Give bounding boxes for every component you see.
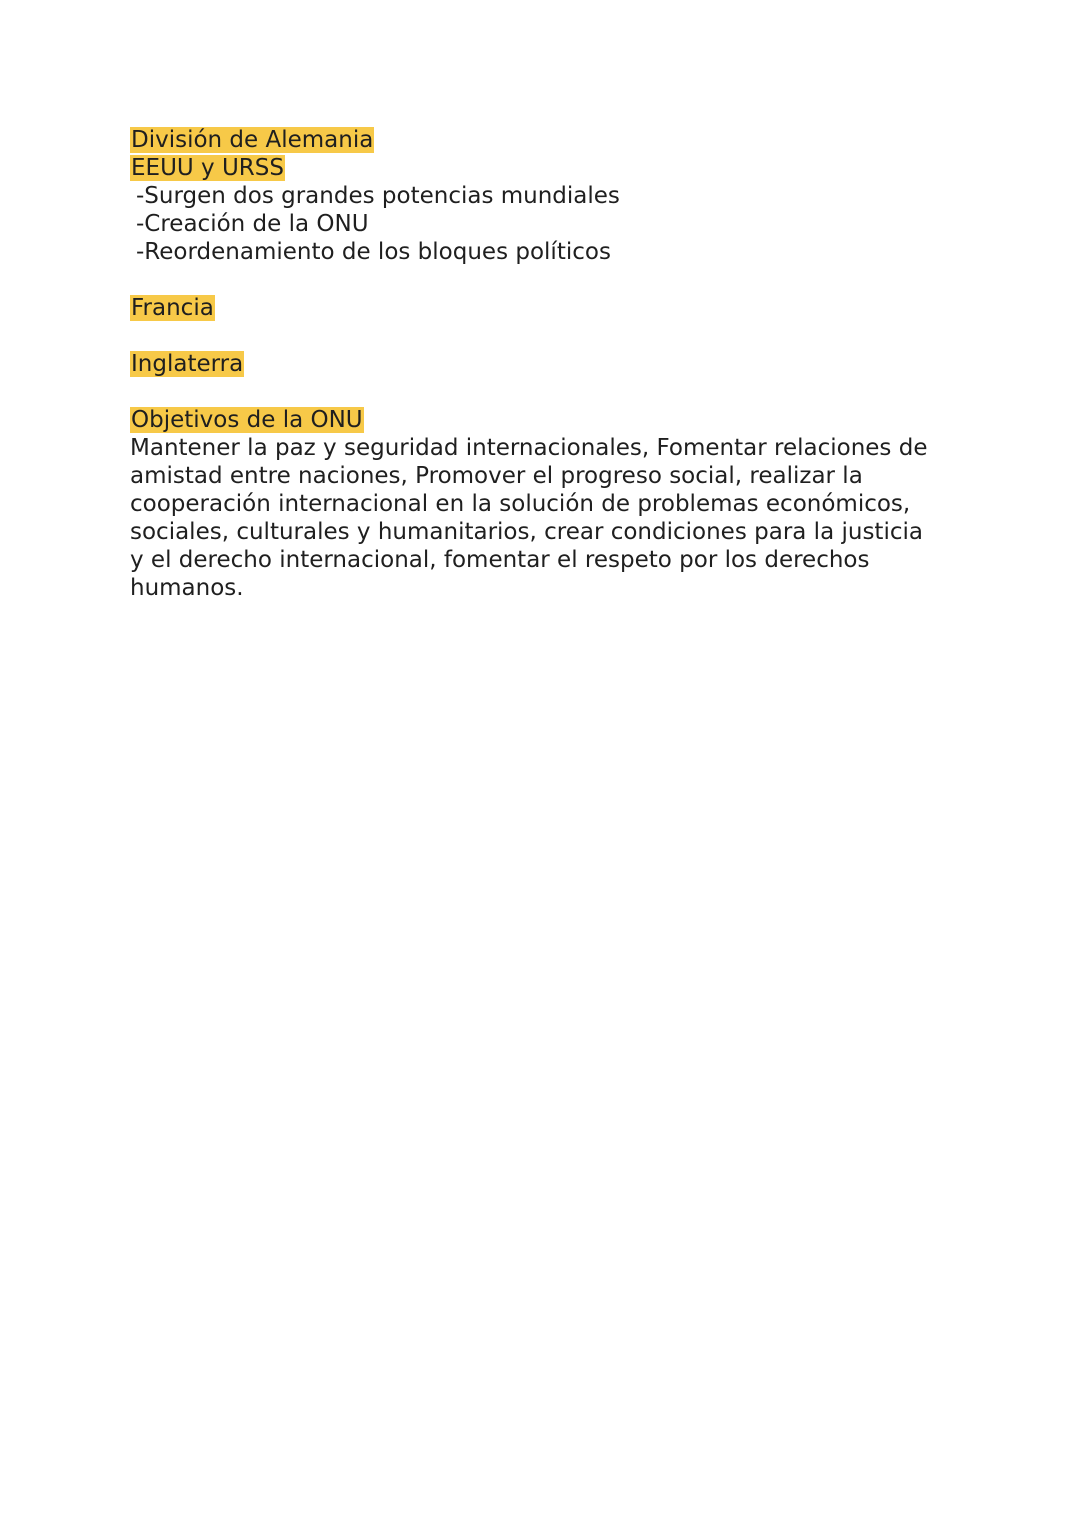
un-objectives-paragraph: Mantener la paz y seguridad internacionales, Fomentar relaciones de amistad entre naciones, Promover el progreso social, realizar la cooperación internacional en la solución de problemas económicos, sociales, culturales y humanitarios, crear condiciones para la justicia y el derecho internacional, fomentar el respeto por los derechos humanos. bbox=[130, 435, 928, 601]
heading-england-line bbox=[130, 350, 950, 378]
heading-un-objectives: Objetivos de la ONU bbox=[131, 407, 363, 433]
heading-france-line bbox=[130, 294, 950, 322]
bullet-item: -Creación de la ONU bbox=[136, 211, 369, 237]
heading-un-objectives-line bbox=[130, 406, 950, 434]
heading-usa-ussr-line bbox=[130, 154, 950, 182]
spacer bbox=[130, 322, 950, 350]
spacer bbox=[130, 266, 950, 294]
heading-germany: División de Alemania bbox=[131, 127, 374, 153]
spacer bbox=[130, 378, 950, 406]
document-content bbox=[130, 126, 950, 602]
bullet-item: -Reordenamiento de los bloques políticos bbox=[136, 239, 611, 265]
bullet-item: -Surgen dos grandes potencias mundiales bbox=[136, 183, 620, 209]
heading-germany-line bbox=[130, 126, 950, 154]
heading-england: Inglaterra bbox=[131, 351, 244, 377]
heading-usa-ussr: EEUU y URSS bbox=[131, 155, 284, 181]
heading-france: Francia bbox=[131, 295, 214, 321]
